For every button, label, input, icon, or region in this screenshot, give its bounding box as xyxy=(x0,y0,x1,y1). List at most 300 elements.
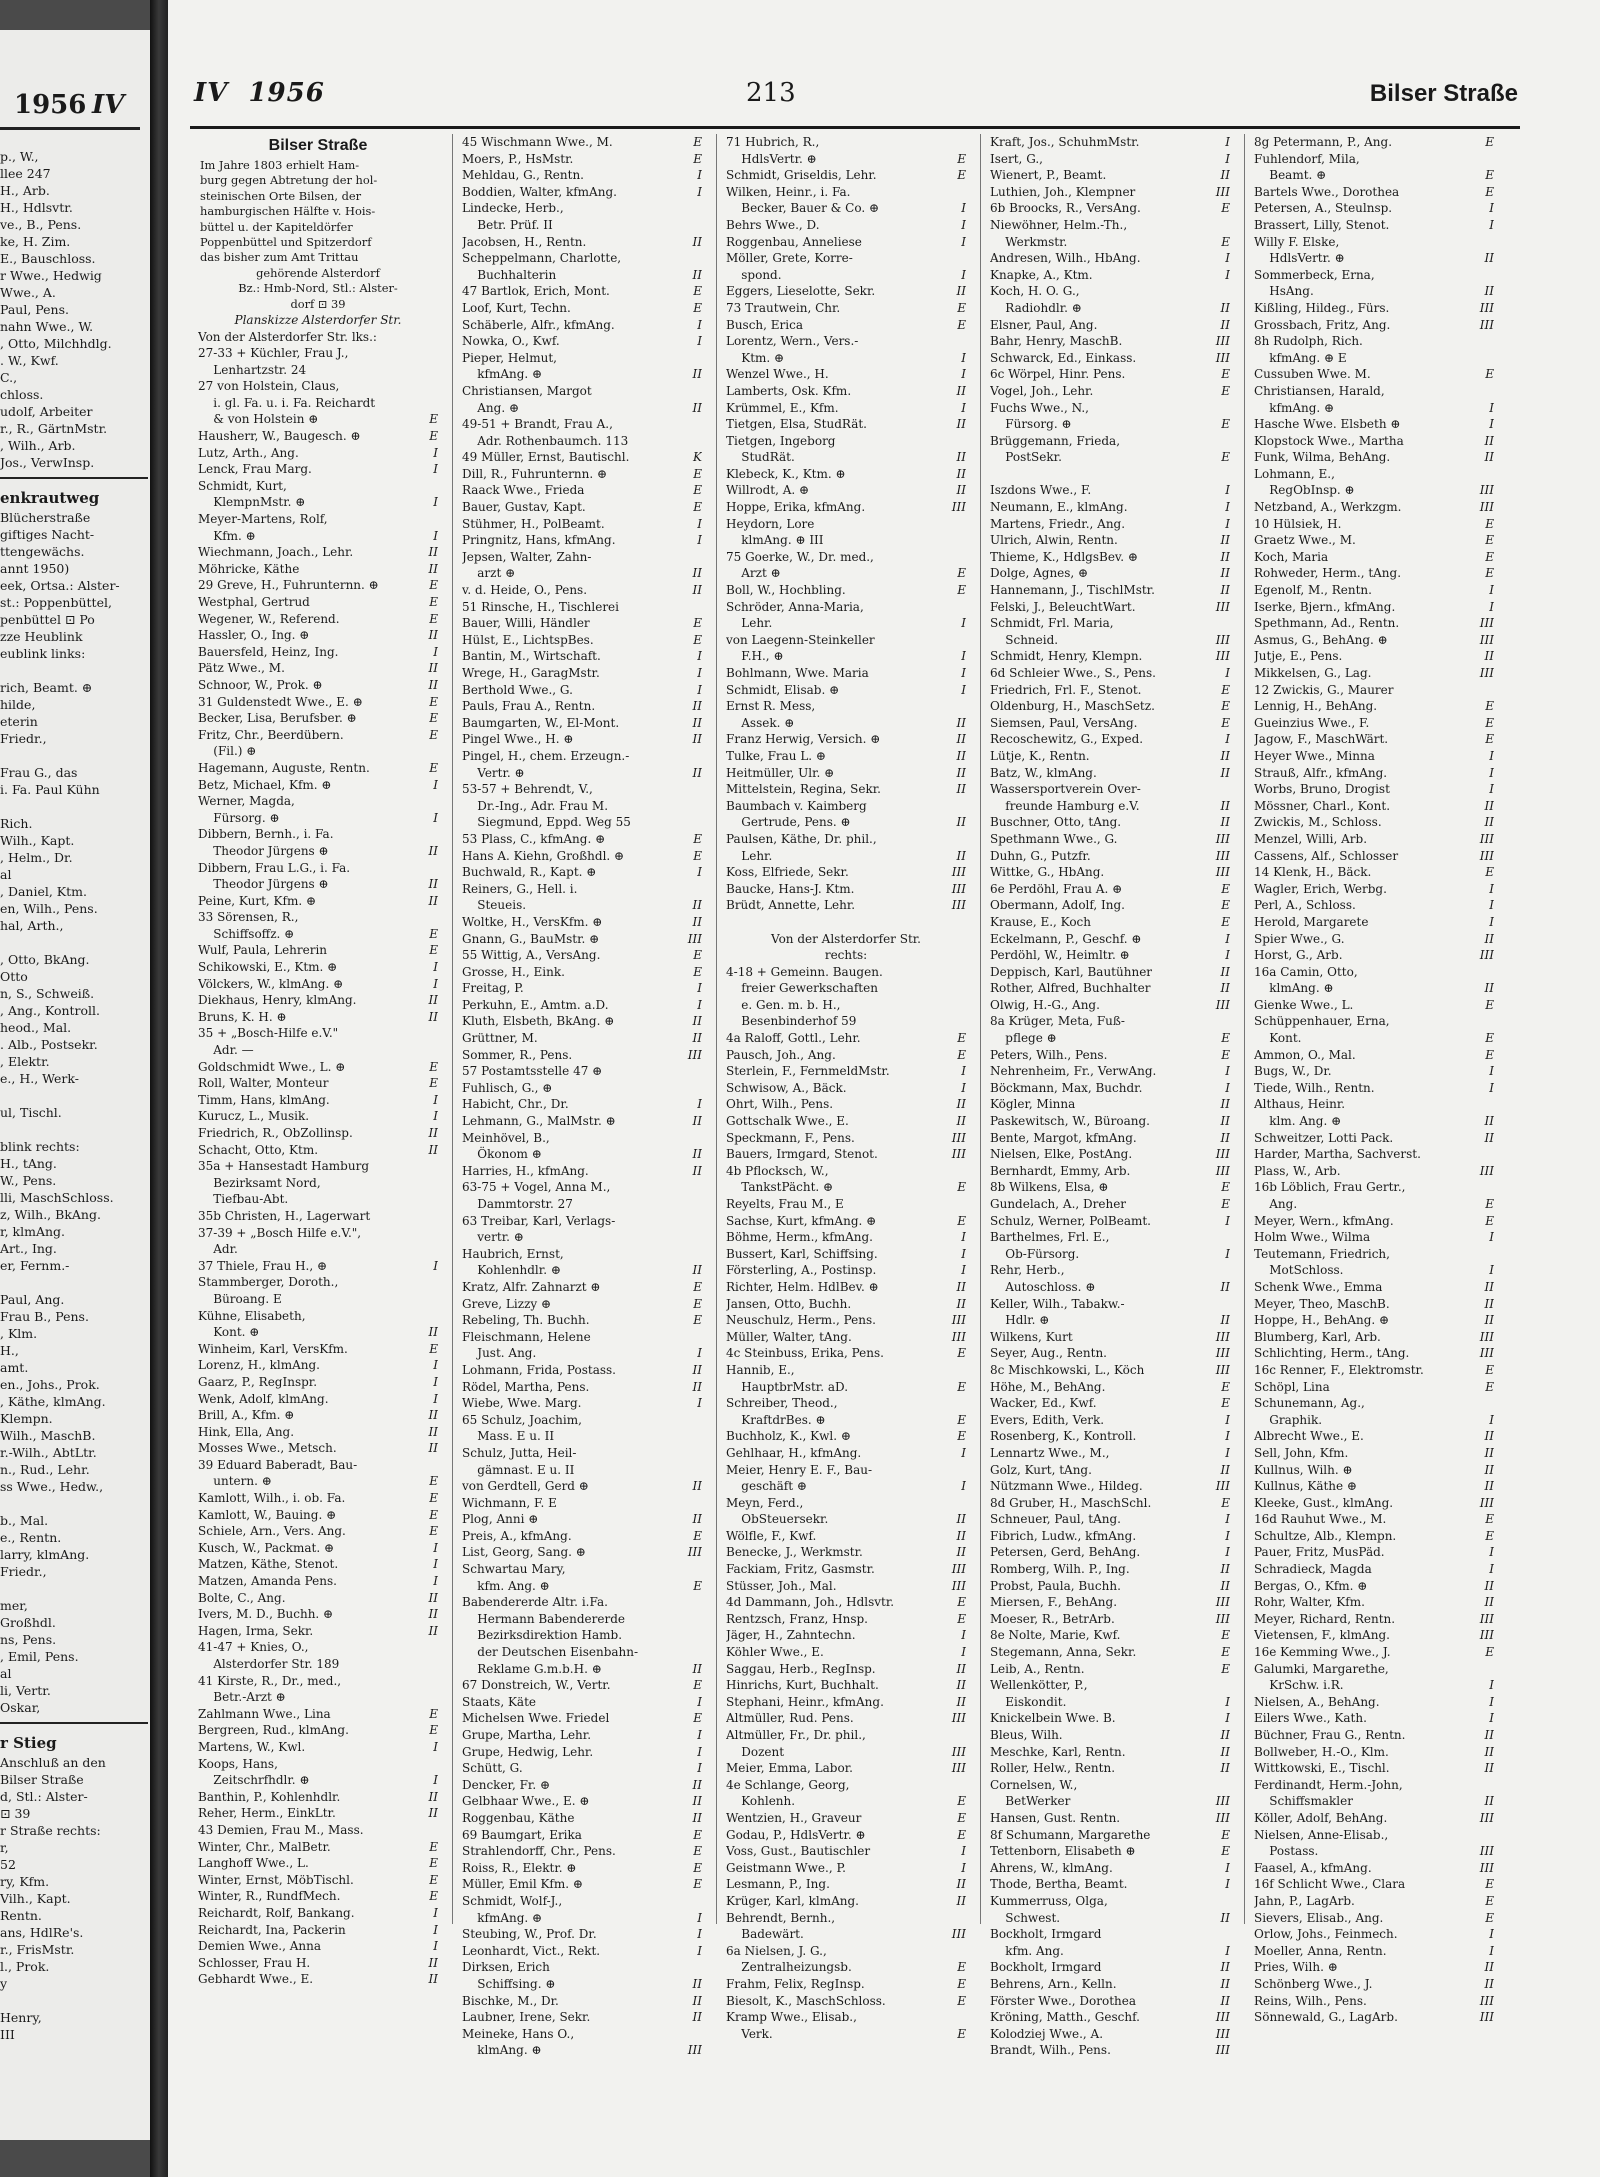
directory-entry xyxy=(462,1163,702,1180)
directory-entry xyxy=(726,715,966,732)
entry-floor-code: II xyxy=(1484,450,1494,465)
entry-text: Schwartau Mary, xyxy=(462,1562,566,1577)
directory-entry xyxy=(990,1611,1230,1628)
directory-entry xyxy=(462,333,702,350)
entry-floor-code: II xyxy=(956,782,966,797)
entry-text: 47 Bartlok, Erich, Mont. xyxy=(462,284,610,299)
entry-text: Orlow, Johs., Feinmech. xyxy=(1254,1927,1398,1942)
entry-text: HdlsVertr. ⊕ xyxy=(726,151,817,166)
history-line: gehörende Alsterdorf xyxy=(256,265,380,280)
directory-entry xyxy=(462,698,702,715)
directory-entry xyxy=(726,1993,966,2010)
directory-entry xyxy=(462,1345,702,1362)
entry-text: Schikowski, E., Ktm. ⊕ xyxy=(198,960,338,975)
entry-floor-code: II xyxy=(1484,1479,1494,1494)
directory-column-3 xyxy=(726,134,966,2041)
directory-entry xyxy=(990,1096,1230,1113)
entry-text: arzt ⊕ xyxy=(462,566,516,581)
directory-entry xyxy=(726,565,966,582)
entry-text: Wichmann, F. E xyxy=(462,1495,557,1510)
entry-text: Cussuben Wwe. M. xyxy=(1254,367,1371,382)
entry-text: Obermann, Adolf, Ing. xyxy=(990,898,1125,913)
previous-page-line xyxy=(0,1495,148,1512)
directory-entry xyxy=(462,1478,702,1495)
entry-floor-code: E xyxy=(1221,699,1230,714)
entry-floor-code: II xyxy=(1220,1313,1230,1328)
directory-entry xyxy=(990,1594,1230,1611)
entry-text: Sommer, R., Pens. xyxy=(462,1047,573,1062)
entry-text: Jepsen, Walter, Zahn- xyxy=(462,549,592,564)
entry-text: List, Georg, Sang. ⊕ xyxy=(462,1545,586,1560)
directory-entry xyxy=(990,814,1230,831)
entry-text: Franz Herwig, Versich. ⊕ xyxy=(726,732,881,747)
directory-entry xyxy=(726,1594,966,1611)
entry-floor-code: II xyxy=(1484,649,1494,664)
directory-entry xyxy=(1254,964,1494,981)
entry-floor-code: E xyxy=(429,711,438,726)
entry-text: Pätz Wwe., M. xyxy=(198,661,285,676)
directory-entry xyxy=(990,1876,1230,1893)
previous-page-line: Jos., VerwInsp. xyxy=(0,455,95,470)
entry-text: Paskewitsch, W., Büroang. xyxy=(990,1114,1150,1129)
directory-entry xyxy=(198,611,438,628)
entry-text: Lütje, K., Rentn. xyxy=(990,748,1090,763)
directory-entry xyxy=(462,549,702,566)
entry-floor-code: II xyxy=(956,815,966,830)
directory-entry xyxy=(462,1561,702,1578)
directory-entry xyxy=(462,881,702,898)
entry-floor-code: I xyxy=(697,317,702,332)
directory-entry xyxy=(1254,184,1494,201)
entry-text: Büroang. E xyxy=(198,1291,282,1306)
directory-entry xyxy=(990,1412,1230,1429)
entry-floor-code: II xyxy=(428,843,438,858)
previous-page-line: Frau B., Pens. xyxy=(0,1309,89,1324)
directory-entry xyxy=(1254,1760,1494,1777)
entry-text: Meineke, Hans O., xyxy=(462,2026,575,2041)
entry-floor-code: II xyxy=(1220,1976,1230,1991)
directory-entry xyxy=(1254,333,1494,350)
directory-entry xyxy=(462,682,702,699)
entry-text: Blumberg, Karl, Arb. xyxy=(1254,1329,1381,1344)
directory-entry xyxy=(990,1760,1230,1777)
entry-text: Dozent xyxy=(726,1744,785,1759)
entry-floor-code: I xyxy=(1225,1943,1230,1958)
entry-text: Altmüller, Rud. Pens. xyxy=(726,1711,854,1726)
entry-floor-code: II xyxy=(428,993,438,1008)
entry-floor-code: E xyxy=(1221,383,1230,398)
entry-text: Lehmann, G., MalMstr. ⊕ xyxy=(462,1114,616,1129)
entry-text: Siemsen, Paul, VersAng. xyxy=(990,715,1138,730)
entry-floor-code: I xyxy=(433,1739,438,1754)
directory-entry xyxy=(198,826,438,843)
directory-entry xyxy=(462,2042,702,2059)
previous-page-line: chloss. xyxy=(0,387,44,402)
directory-entry xyxy=(726,1462,966,1479)
previous-page-line: , Helm., Dr. xyxy=(0,850,73,865)
entry-text: Greve, Lizzy ⊕ xyxy=(462,1296,552,1311)
directory-entry xyxy=(726,665,966,682)
entry-text: Bleus, Wilh. xyxy=(990,1728,1063,1742)
directory-entry xyxy=(198,544,438,561)
entry-text: Althaus, Heinr. xyxy=(1254,1097,1346,1112)
directory-entry xyxy=(990,1179,1230,1196)
previous-page-line xyxy=(0,1274,148,1291)
entry-text: Holm Wwe., Wilma xyxy=(1254,1230,1371,1245)
entry-floor-code: I xyxy=(697,682,702,697)
directory-entry xyxy=(990,1860,1230,1877)
entry-floor-code: II xyxy=(692,400,702,415)
entry-text: Lennig, H., BehAng. xyxy=(1254,699,1378,714)
directory-entry xyxy=(726,2026,966,2043)
entry-floor-code: I xyxy=(961,234,966,249)
entry-floor-code: E xyxy=(1485,533,1494,548)
entry-text: Wacker, Ed., Kwf. xyxy=(990,1396,1097,1411)
previous-page-line: H., Arb. xyxy=(0,183,50,198)
directory-entry xyxy=(990,134,1230,151)
directory-entry xyxy=(462,914,702,931)
entry-text: Vietensen, F., klmAng. xyxy=(1254,1628,1390,1643)
directory-entry xyxy=(990,565,1230,582)
entry-floor-code: II xyxy=(428,1408,438,1423)
entry-text: Wiechmann, Joach., Lehr. xyxy=(198,545,354,560)
directory-entry xyxy=(726,1428,966,1445)
directory-entry xyxy=(1254,1528,1494,1545)
entry-floor-code: E xyxy=(1485,1893,1494,1908)
entry-text: Albrecht Wwe., E. xyxy=(1254,1429,1364,1444)
entry-floor-code: E xyxy=(1485,1645,1494,1660)
entry-text: 16f Schlicht Wwe., Clara xyxy=(1254,1877,1406,1892)
previous-page-line: en, Wilh., Pens. xyxy=(0,901,98,916)
entry-text: Fuhlisch, G., ⊕ xyxy=(462,1080,553,1095)
entry-text: Lorenz, H., klmAng. xyxy=(198,1358,320,1373)
entry-floor-code: II xyxy=(1484,1761,1494,1776)
entry-text: Hermann Babendererde xyxy=(462,1611,625,1626)
previous-page-section-rule xyxy=(0,1722,148,1724)
entry-text: Leib, A., Rentn. xyxy=(990,1661,1085,1676)
entry-text: Lohmann, E., xyxy=(1254,466,1335,481)
entry-floor-code: E xyxy=(429,1839,438,1854)
previous-page-line xyxy=(0,662,148,679)
entry-floor-code: III xyxy=(951,1130,966,1145)
entry-text: kfmAng. ⊕ E xyxy=(1254,350,1347,365)
entry-text: Reher, Herm., EinkLtr. xyxy=(198,1806,336,1821)
directory-entry xyxy=(990,1379,1230,1396)
directory-entry xyxy=(198,461,438,478)
previous-page-line: udolf, Arbeiter xyxy=(0,404,93,419)
entry-floor-code: I xyxy=(1225,948,1230,963)
entry-floor-code: E xyxy=(693,151,702,166)
entry-text: Adr. — xyxy=(198,1043,254,1058)
entry-text: Timm, Hans, klmAng. xyxy=(198,1092,330,1107)
directory-entry xyxy=(990,848,1230,865)
directory-entry xyxy=(462,466,702,483)
entry-floor-code: I xyxy=(433,1109,438,1124)
entry-text: Steubing, W., Prof. Dr. xyxy=(462,1927,597,1942)
entry-floor-code: E xyxy=(1221,201,1230,216)
entry-text: Schmidt, Griseldis, Lehr. xyxy=(726,168,877,183)
directory-entry xyxy=(726,1943,966,1960)
directory-entry xyxy=(1254,1710,1494,1727)
directory-entry xyxy=(990,1827,1230,1844)
entry-floor-code: E xyxy=(693,500,702,515)
previous-page-column xyxy=(0,148,148,2043)
entry-text: Büchner, Frau G., Rentn. xyxy=(1254,1728,1406,1742)
entry-floor-code: I xyxy=(433,810,438,825)
directory-entry xyxy=(198,793,438,810)
entry-text: Worbs, Bruno, Drogist xyxy=(1254,782,1390,797)
entry-text: Habicht, Chr., Dr. xyxy=(462,1097,569,1112)
entry-text: Schweitzer, Lotti Pack. xyxy=(1254,1130,1394,1145)
entry-text: Hasche Wwe. Elsbeth ⊕ xyxy=(1254,417,1401,432)
entry-text: 29 Greve, H., Fuhrunternn. ⊕ xyxy=(198,578,379,593)
directory-entry xyxy=(726,765,966,782)
directory-entry xyxy=(990,184,1230,201)
directory-entry xyxy=(1254,1661,1494,1678)
entry-text: Petersen, Gerd, BehAng. xyxy=(990,1545,1141,1560)
directory-entry xyxy=(198,1075,438,1092)
previous-page-line: i. Fa. Paul Kühn xyxy=(0,782,100,797)
directory-entry xyxy=(198,1938,438,1955)
entry-floor-code: I xyxy=(697,649,702,664)
entry-floor-code: I xyxy=(961,1860,966,1875)
entry-floor-code: II xyxy=(428,677,438,692)
previous-page-line: er, Fernm.- xyxy=(0,1258,70,1273)
entry-text: 4a Raloff, Gottl., Lehr. xyxy=(726,1031,861,1046)
entry-floor-code: II xyxy=(692,1031,702,1046)
entry-text: Theodor Jürgens ⊕ xyxy=(198,843,329,858)
directory-entry xyxy=(990,1495,1230,1512)
entry-text: Roggenbau, Anneliese xyxy=(726,234,862,249)
entry-floor-code: II xyxy=(428,1325,438,1340)
directory-entry xyxy=(726,1296,966,1313)
entry-text: BetWerker xyxy=(990,1794,1071,1809)
entry-floor-code: III xyxy=(1479,1628,1494,1643)
entry-text: Galumki, Margarethe, xyxy=(1254,1661,1389,1676)
entry-text: Hassler, O., Ing. ⊕ xyxy=(198,628,310,643)
previous-page-line: ve., B., Pens. xyxy=(0,217,82,232)
entry-text: Krümmel, E., Kfm. xyxy=(726,400,839,415)
directory-entry xyxy=(462,1047,702,1064)
directory-entry xyxy=(990,864,1230,881)
entry-floor-code: I xyxy=(961,1230,966,1245)
entry-floor-code: III xyxy=(1215,1810,1230,1825)
entry-floor-code: I xyxy=(1225,135,1230,149)
directory-entry xyxy=(462,1428,702,1445)
directory-entry xyxy=(198,1241,438,1258)
previous-page-line: ans, HdlRe's. xyxy=(0,1925,84,1940)
entry-text: Meyer-Martens, Rolf, xyxy=(198,512,328,527)
directory-entry xyxy=(726,416,966,433)
entry-text: 8h Rudolph, Rich. xyxy=(1254,334,1363,349)
previous-page-line: heod., Mal. xyxy=(0,1020,72,1035)
entry-text: TankstPächt. ⊕ xyxy=(726,1180,834,1195)
entry-floor-code: I xyxy=(1489,914,1494,929)
entry-floor-code: I xyxy=(961,1645,966,1660)
entry-text: Stüsser, Joh., Mal. xyxy=(726,1578,837,1593)
directory-entry xyxy=(1254,1013,1494,1030)
entry-text: 53-57 + Behrendt, V., xyxy=(462,782,593,797)
entry-text: Adr. Rothenbaumch. 113 xyxy=(462,433,629,448)
entry-floor-code: III xyxy=(1479,1993,1494,2008)
history-line: burg gegen Abtretung der hol- xyxy=(200,173,378,188)
entry-text: Jacobsen, H., Rentn. xyxy=(462,234,587,249)
entry-text: Richter, Helm. HdlBev. ⊕ xyxy=(726,1279,879,1294)
directory-entry xyxy=(990,167,1230,184)
entry-text: Langhoff Wwe., L. xyxy=(198,1856,309,1871)
entry-floor-code: E xyxy=(429,1524,438,1539)
entry-text: 4d Dammann, Joh., Hdlsvtr. xyxy=(726,1595,895,1610)
directory-entry xyxy=(1254,1113,1494,1130)
entry-text: Perdöhl, W., Heimltr. ⊕ xyxy=(990,948,1130,963)
directory-entry xyxy=(1254,1959,1494,1976)
entry-floor-code: I xyxy=(433,1092,438,1107)
entry-floor-code: E xyxy=(429,926,438,941)
entry-floor-code: I xyxy=(433,960,438,975)
entry-text: 71 Hubrich, R., xyxy=(726,135,820,149)
entry-floor-code: II xyxy=(692,1147,702,1162)
previous-page-line: p., W., xyxy=(0,149,39,164)
directory-entry xyxy=(990,881,1230,898)
directory-entry xyxy=(990,947,1230,964)
directory-entry xyxy=(1254,648,1494,665)
directory-entry xyxy=(726,1495,966,1512)
entry-text: Hoppe, Erika, kfmAng. xyxy=(726,500,866,515)
entry-text: Baumgarten, W., El-Mont. xyxy=(462,715,620,730)
entry-text: Kusch, W., Packmat. ⊕ xyxy=(198,1540,335,1555)
entry-text: Bezirksamt Nord, xyxy=(198,1175,321,1190)
entry-floor-code: II xyxy=(692,367,702,382)
entry-text: Rohr, Walter, Kfm. xyxy=(1254,1595,1365,1610)
directory-entry xyxy=(990,317,1230,334)
directory-entry xyxy=(1254,1379,1494,1396)
entry-floor-code: E xyxy=(1485,1031,1494,1046)
directory-entry xyxy=(726,200,966,217)
entry-floor-code: I xyxy=(961,367,966,382)
entry-text: Schlosser, Frau H. xyxy=(198,1955,311,1970)
entry-text: Schreiber, Theod., xyxy=(726,1396,838,1411)
directory-entry xyxy=(990,1528,1230,1545)
entry-floor-code: I xyxy=(697,1728,702,1742)
entry-floor-code: II xyxy=(1484,1595,1494,1610)
entry-text: 43 Demien, Frau M., Mass. xyxy=(198,1822,364,1837)
directory-entry xyxy=(462,1627,702,1644)
previous-page-line: , Daniel, Ktm. xyxy=(0,884,87,899)
directory-entry xyxy=(462,1926,702,1943)
entry-text: Sönnewald, G., LagArb. xyxy=(1254,2010,1398,2025)
entry-text: Schiele, Arn., Vers. Ang. xyxy=(198,1524,346,1539)
entry-text: 6b Broocks, R., VersAng. xyxy=(990,201,1141,216)
entry-text: Behrs Wwe., D. xyxy=(726,217,820,232)
entry-text: 8a Krüger, Meta, Fuß- xyxy=(990,1014,1125,1029)
directory-entry xyxy=(726,1080,966,1097)
entry-floor-code: I xyxy=(697,1744,702,1759)
entry-text: Arzt ⊕ xyxy=(726,566,781,581)
entry-text: Werner, Magda, xyxy=(198,794,295,809)
previous-page-line: nahn Wwe., W. xyxy=(0,319,94,334)
directory-entry xyxy=(462,1495,702,1512)
entry-text: PostSekr. xyxy=(990,450,1062,465)
directory-entry xyxy=(726,1661,966,1678)
previous-page-line: , Emil, Pens. xyxy=(0,1649,79,1664)
entry-floor-code: II xyxy=(1220,1728,1230,1742)
entry-floor-code: II xyxy=(428,545,438,560)
entry-text: Nielsen, Elke, PostAng. xyxy=(990,1147,1133,1162)
entry-text: Dr.-Ing., Adr. Frau M. xyxy=(462,798,609,813)
entry-floor-code: I xyxy=(433,1939,438,1954)
entry-text: Rebeling, Th. Buchh. xyxy=(462,1313,590,1328)
directory-entry xyxy=(462,1329,702,1346)
entry-floor-code: E xyxy=(1221,1645,1230,1660)
entry-floor-code: II xyxy=(692,1379,702,1394)
directory-entry xyxy=(1254,1047,1494,1064)
directory-entry xyxy=(198,843,438,860)
directory-entry xyxy=(726,1395,966,1412)
entry-text: Lennartz Wwe., M., xyxy=(990,1445,1110,1460)
directory-entry xyxy=(462,1213,702,1230)
entry-floor-code: III xyxy=(1215,184,1230,199)
entry-text: 65 Schulz, Joachim, xyxy=(462,1412,582,1427)
directory-entry xyxy=(990,698,1230,715)
directory-entry xyxy=(462,1096,702,1113)
directory-entry xyxy=(726,449,966,466)
entry-floor-code: E xyxy=(429,1723,438,1738)
entry-floor-code: II xyxy=(692,1114,702,1129)
directory-entry xyxy=(726,283,966,300)
directory-entry xyxy=(990,283,1230,300)
entry-floor-code: E xyxy=(693,831,702,846)
previous-page-line: rich, Beamt. ⊕ xyxy=(0,680,93,695)
entry-floor-code: II xyxy=(692,566,702,581)
directory-entry xyxy=(726,1096,966,1113)
entry-floor-code: I xyxy=(433,445,438,460)
directory-entry xyxy=(198,1888,438,1905)
directory-entry xyxy=(462,1860,702,1877)
entry-text: 49 Müller, Ernst, Bautischl. xyxy=(462,450,630,465)
entry-floor-code: I xyxy=(961,1479,966,1494)
entry-floor-code: E xyxy=(1221,1827,1230,1842)
entry-text: Ernst R. Mess, xyxy=(726,699,816,714)
entry-floor-code: E xyxy=(1485,1047,1494,1062)
entry-text: Pingel, H., chem. Erzeugn.- xyxy=(462,748,630,763)
previous-page-line: n, S., Schweiß. xyxy=(0,986,95,1001)
history-line: büttel u. der Kapiteldörfer xyxy=(200,219,353,234)
entry-floor-code: E xyxy=(1485,1877,1494,1892)
entry-floor-code: E xyxy=(429,694,438,709)
entry-text: Theodor Jürgens ⊕ xyxy=(198,877,329,892)
directory-entry xyxy=(1254,250,1494,267)
entry-text: Dill, R., Fuhrunternn. ⊕ xyxy=(462,466,608,481)
entry-text: Bischke, M., Dr. xyxy=(462,1993,559,2008)
directory-entry xyxy=(1254,1096,1494,1113)
directory-entry xyxy=(990,499,1230,516)
directory-entry xyxy=(726,798,966,815)
entry-text: Gottschalk Wwe., E. xyxy=(726,1114,849,1129)
entry-text: Willrodt, A. ⊕ xyxy=(726,483,810,498)
directory-entry xyxy=(990,1428,1230,1445)
directory-entry xyxy=(198,694,438,711)
entry-floor-code: III xyxy=(1215,1163,1230,1178)
entry-floor-code: III xyxy=(951,865,966,880)
previous-page-line: , Käthe, klmAng. xyxy=(0,1394,106,1409)
directory-entry xyxy=(198,1357,438,1374)
previous-page-heading: r Stieg xyxy=(0,1734,57,1752)
directory-entry xyxy=(198,1473,438,1490)
entry-floor-code: II xyxy=(1220,765,1230,780)
entry-text: Kont. ⊕ xyxy=(198,1325,260,1340)
entry-floor-code: II xyxy=(1484,981,1494,996)
entry-floor-code: E xyxy=(429,943,438,958)
